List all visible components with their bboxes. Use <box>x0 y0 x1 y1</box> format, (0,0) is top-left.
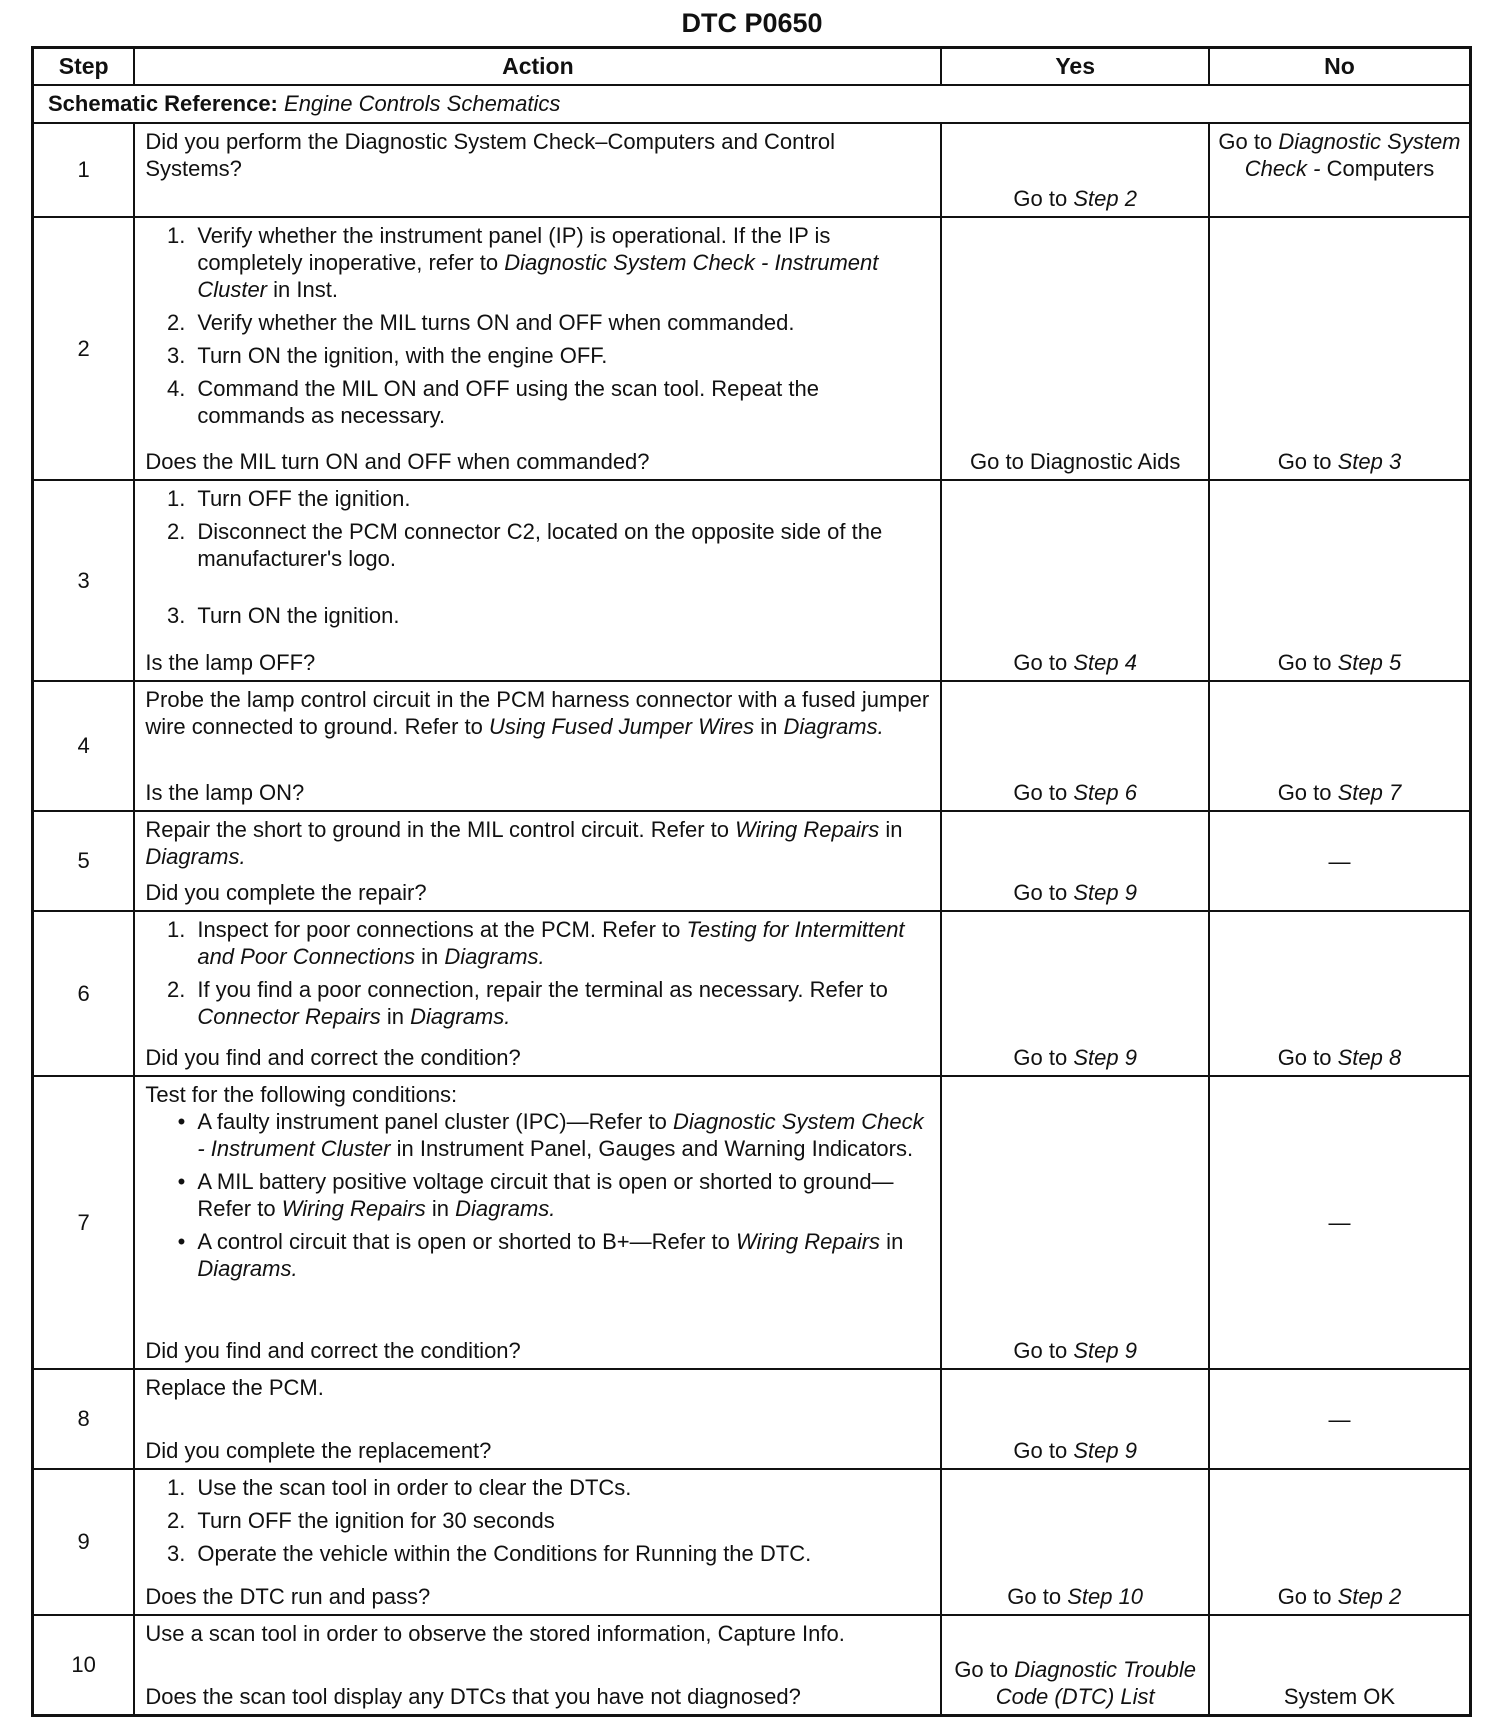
action-list-item <box>145 976 930 1030</box>
table-row <box>33 1369 1471 1469</box>
action-text: in <box>415 944 445 969</box>
action-list-item <box>145 916 930 970</box>
no-text: Go to <box>1277 449 1338 474</box>
bullet-marker: • <box>177 1169 186 1194</box>
no-text: Go to <box>1277 1045 1338 1070</box>
item-number: 1. <box>166 486 186 511</box>
table-row <box>33 1615 1471 1716</box>
yes-cell <box>941 123 1209 217</box>
reference-link[interactable]: Step 2 <box>1337 1584 1402 1609</box>
yes-cell <box>941 681 1209 811</box>
action-question: Does the DTC run and pass? <box>145 1584 431 1609</box>
reference-link[interactable]: Testing for Intermittent and Poor Connections <box>197 917 905 969</box>
action-text: Use a scan tool in order to observe the stored information, Capture Info. <box>145 1621 845 1646</box>
item-number: 4. <box>166 376 186 401</box>
yes-text: Go to <box>1013 1438 1074 1463</box>
action-list-item <box>145 1540 930 1567</box>
action-list-item <box>145 1507 930 1534</box>
action-text: Turn OFF the ignition. <box>197 486 411 511</box>
no-text: Go to <box>1277 1584 1338 1609</box>
reference-link[interactable]: Step 2 <box>1073 186 1137 211</box>
no-text: — <box>1328 1406 1351 1432</box>
action-text: Command the MIL ON and OFF using the scan tool. Repeat the commands as necessary. <box>197 376 819 428</box>
item-number: 3. <box>166 1541 186 1566</box>
action-text <box>145 686 930 740</box>
schematic-label: Schematic Reference: <box>48 91 278 116</box>
action-text: A MIL battery positive voltage circuit that is open or shorted to ground—Refer to <box>197 1169 894 1221</box>
step-number: 7 <box>33 1076 135 1369</box>
action-text: in Inst. <box>267 277 338 302</box>
header-action: Action <box>134 48 941 86</box>
action-cell <box>134 1615 941 1716</box>
action-question: Did you find and correct the condition? <box>145 1045 521 1070</box>
reference-link[interactable]: Step 10 <box>1067 1584 1144 1609</box>
action-text: Operate the vehicle within the Conditions for Running the DTC. <box>197 1541 812 1566</box>
action-text: Replace the PCM. <box>145 1375 324 1400</box>
no-text: Go to <box>1218 129 1279 154</box>
action-text: in <box>880 1229 904 1254</box>
action-question: Did you complete the repair? <box>145 880 427 905</box>
action-text: Verify whether the MIL turns ON and OFF when commanded. <box>197 310 795 335</box>
yes-text: Go to <box>1013 780 1074 805</box>
reference-link[interactable]: Diagnostic Trouble Code (DTC) List <box>995 1657 1197 1709</box>
reference-link[interactable]: Diagrams. <box>783 714 884 739</box>
action-cell <box>134 681 941 811</box>
action-text: in <box>380 1004 411 1029</box>
page-title: DTC P0650 <box>681 8 823 38</box>
yes-text: Go to <box>1013 880 1074 905</box>
action-text: Turn ON the ignition, with the engine OFF. <box>197 343 608 368</box>
action-text <box>145 1081 930 1108</box>
step-number: 10 <box>33 1615 135 1716</box>
item-number: 1. <box>166 917 186 942</box>
reference-link[interactable]: Diagnostic System Check - Instrument Cluster <box>197 250 879 302</box>
reference-link[interactable]: Diagrams. <box>197 1256 298 1281</box>
item-number: 2. <box>166 977 186 1002</box>
yes-text: Go to <box>1007 1584 1068 1609</box>
reference-link[interactable]: Step 5 <box>1337 650 1402 675</box>
reference-link[interactable]: Step 9 <box>1073 1438 1137 1463</box>
action-cell <box>134 1469 941 1615</box>
action-text: Turn OFF the ignition for 30 seconds <box>197 1508 555 1533</box>
action-question: Does the MIL turn ON and OFF when commanded? <box>145 449 650 474</box>
yes-cell <box>941 1615 1209 1716</box>
action-question: Is the lamp OFF? <box>145 650 316 675</box>
yes-text: Go to <box>1013 1045 1074 1070</box>
no-cell <box>1209 217 1471 480</box>
action-list-item <box>145 375 930 429</box>
action-text: Did you perform the Diagnostic System Check–Computers and Control Systems? <box>145 129 835 181</box>
action-cell <box>134 911 941 1076</box>
action-text: Repair the short to ground in the MIL control circuit. Refer to <box>145 817 736 842</box>
table-row <box>33 911 1471 1076</box>
yes-cell <box>941 1469 1209 1615</box>
item-number: 3. <box>166 343 186 368</box>
item-number: 3. <box>166 603 186 628</box>
no-cell <box>1209 480 1471 681</box>
action-text: in <box>754 714 784 739</box>
step-number: 5 <box>33 811 135 911</box>
yes-cell <box>941 811 1209 911</box>
table-row <box>33 811 1471 911</box>
table-row <box>33 1469 1471 1615</box>
yes-text: Go to <box>1013 1338 1074 1363</box>
item-number: 1. <box>166 1475 186 1500</box>
yes-cell <box>941 911 1209 1076</box>
no-cell <box>1209 1615 1471 1716</box>
action-list-item <box>145 342 930 369</box>
action-text: A control circuit that is open or shorted to B+—Refer to <box>197 1229 736 1254</box>
reference-link[interactable]: Step 8 <box>1337 1045 1402 1070</box>
action-list-item <box>145 485 930 512</box>
reference-link[interactable]: Diagnostic System Check - <box>1244 129 1461 181</box>
reference-link[interactable]: Step 9 <box>1073 880 1137 905</box>
diagnostic-table <box>31 46 1472 1717</box>
action-text: in <box>425 1196 456 1221</box>
reference-link[interactable]: Diagrams. <box>455 1196 556 1221</box>
action-text <box>145 128 930 182</box>
schematic-link[interactable]: Engine Controls Schematics <box>284 91 561 116</box>
table-row <box>33 480 1471 681</box>
reference-link[interactable]: Wiring Repairs <box>735 1229 881 1254</box>
no-cell <box>1209 811 1471 911</box>
action-text: in <box>879 817 903 842</box>
action-list-item <box>145 1168 930 1222</box>
table-row <box>33 681 1471 811</box>
header-no: No <box>1209 48 1471 86</box>
step-number: 2 <box>33 217 135 480</box>
action-text: Probe the lamp control circuit in the PCM harness connector with a fused jumper wire connected to ground. Refer to <box>145 687 930 739</box>
action-list-item <box>145 309 930 336</box>
action-question: Is the lamp ON? <box>145 780 305 805</box>
no-cell <box>1209 681 1471 811</box>
table-row <box>33 123 1471 217</box>
no-text: Computers <box>1320 156 1435 181</box>
no-text: System OK <box>1283 1684 1396 1709</box>
action-text: Use the scan tool in order to clear the DTCs. <box>197 1475 632 1500</box>
yes-text: Go to Diagnostic Aids <box>970 449 1181 474</box>
no-cell <box>1209 123 1471 217</box>
bullet-marker: • <box>177 1229 186 1254</box>
item-number: 2. <box>166 310 186 335</box>
action-text <box>145 816 930 870</box>
no-cell <box>1209 911 1471 1076</box>
reference-link[interactable]: Wiring Repairs <box>281 1196 426 1221</box>
reference-link[interactable]: Step 9 <box>1073 1045 1137 1070</box>
reference-link[interactable]: Connector Repairs <box>197 1004 381 1029</box>
action-text: in Instrument Panel, Gauges and Warning Indicators. <box>390 1136 914 1161</box>
step-number: 3 <box>33 480 135 681</box>
reference-link[interactable]: Diagrams. <box>410 1004 511 1029</box>
no-text: Go to <box>1277 780 1338 805</box>
header-yes: Yes <box>941 48 1209 86</box>
action-question: Did you find and correct the condition? <box>145 1338 521 1363</box>
action-text: Inspect for poor connections at the PCM. Refer to <box>197 917 687 942</box>
action-cell <box>134 1369 941 1469</box>
table-row <box>33 1076 1471 1369</box>
no-cell <box>1209 1076 1471 1369</box>
action-text: Turn ON the ignition. <box>197 603 400 628</box>
reference-link[interactable]: Step 3 <box>1337 449 1402 474</box>
action-question: Did you complete the replacement? <box>145 1438 492 1463</box>
table-row <box>33 217 1471 480</box>
action-list-item <box>145 222 930 303</box>
step-number: 9 <box>33 1469 135 1615</box>
action-text: If you find a poor connection, repair the terminal as necessary. Refer to <box>197 977 888 1002</box>
yes-cell <box>941 480 1209 681</box>
no-text: — <box>1328 1210 1351 1235</box>
item-number: 2. <box>166 1508 186 1533</box>
reference-link[interactable]: Diagrams. <box>444 944 545 969</box>
action-text: Test for the following conditions: <box>145 1082 458 1107</box>
no-text: — <box>1328 848 1351 874</box>
step-number: 1 <box>33 123 135 217</box>
yes-text: Go to <box>1013 186 1074 211</box>
reference-link[interactable]: Step 9 <box>1073 1338 1137 1363</box>
action-list-item <box>145 518 930 572</box>
reference-link[interactable]: Diagnostic System Check - Instrument Cluster <box>197 1109 924 1161</box>
action-text: Disconnect the PCM connector C2, located on the opposite side of the manufacturer's logo. <box>197 519 883 571</box>
step-number: 4 <box>33 681 135 811</box>
header-row <box>33 48 1471 86</box>
reference-link[interactable]: Step 7 <box>1337 780 1402 805</box>
no-cell <box>1209 1369 1471 1469</box>
reference-link[interactable]: Diagrams. <box>145 844 246 869</box>
action-cell <box>134 811 941 911</box>
yes-cell <box>941 217 1209 480</box>
reference-link[interactable]: Wiring Repairs <box>735 817 880 842</box>
bullet-marker: • <box>177 1109 186 1134</box>
action-cell <box>134 1076 941 1369</box>
action-list-item <box>145 1474 930 1501</box>
yes-cell <box>941 1076 1209 1369</box>
action-text: A faulty instrument panel cluster (IPC)—Refer to <box>197 1109 673 1134</box>
action-list-item <box>145 1228 930 1282</box>
action-list-item <box>145 1108 930 1162</box>
step-number: 6 <box>33 911 135 1076</box>
reference-link[interactable]: Step 6 <box>1073 780 1137 805</box>
action-text <box>145 1620 930 1647</box>
action-cell <box>134 480 941 681</box>
item-number: 2. <box>166 519 186 544</box>
action-cell <box>134 217 941 480</box>
yes-cell <box>941 1369 1209 1469</box>
action-question: Does the scan tool display any DTCs that you have not diagnosed? <box>145 1684 801 1709</box>
action-list-item <box>145 602 930 629</box>
step-number: 8 <box>33 1369 135 1469</box>
reference-link[interactable]: Step 4 <box>1073 650 1137 675</box>
no-text: Go to <box>1277 650 1338 675</box>
yes-text: Go to <box>1013 650 1074 675</box>
schematic-reference-row <box>33 85 1471 123</box>
action-cell <box>134 123 941 217</box>
item-number: 1. <box>166 223 186 248</box>
header-step: Step <box>33 48 135 86</box>
action-text: Verify whether the instrument panel (IP) is operational. If the IP is completely inoperative, refer to <box>197 223 831 275</box>
yes-text: Go to <box>954 1657 1015 1682</box>
no-cell <box>1209 1469 1471 1615</box>
reference-link[interactable]: Using Fused Jumper Wires <box>488 714 755 739</box>
action-text <box>145 1374 930 1401</box>
